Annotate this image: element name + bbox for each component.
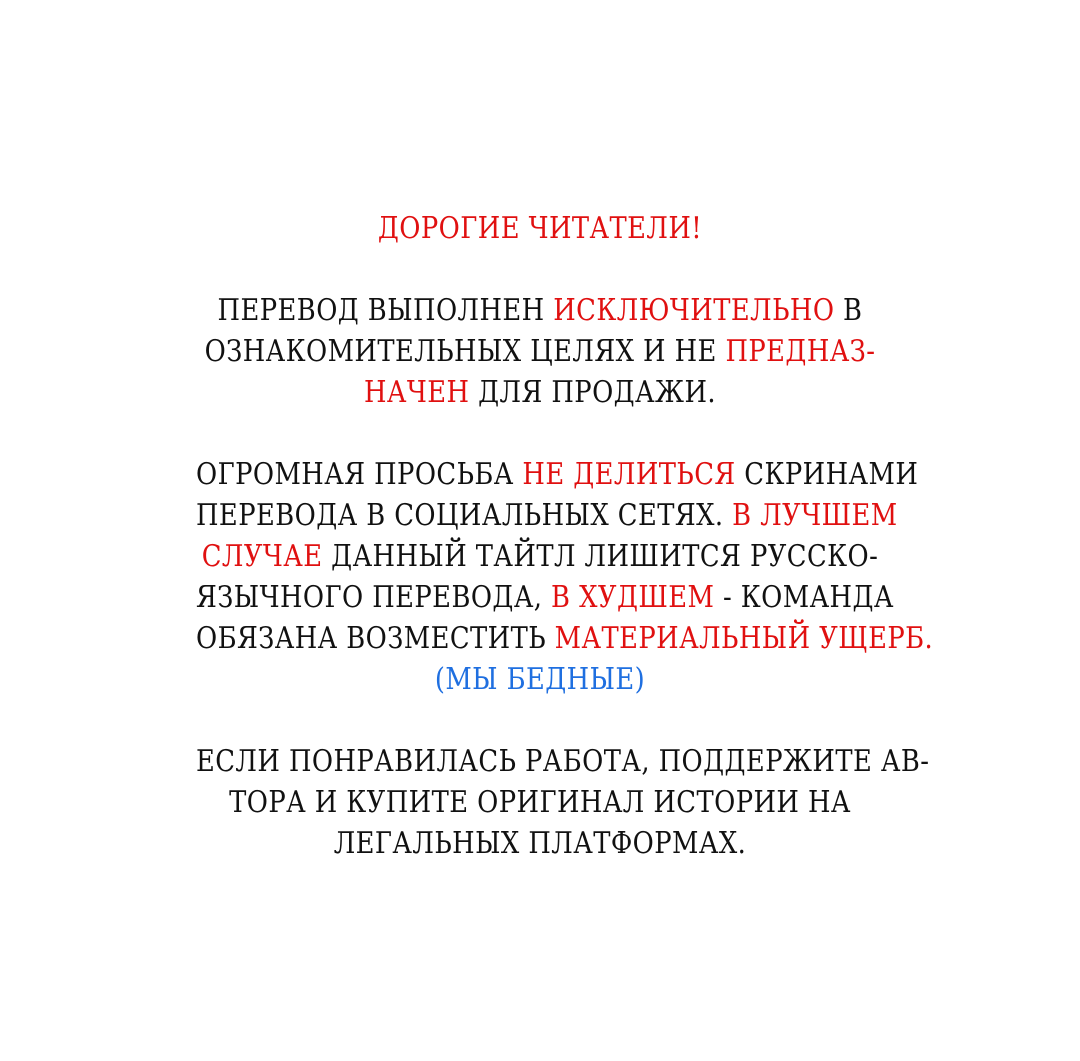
paragraph3-line-3: ЛЕГАЛЬНЫХ ПЛАТФОРМАХ. xyxy=(333,826,747,861)
notice-heading xyxy=(196,208,884,249)
plain-text: ПЕРЕВОД ВЫПОЛНЕН xyxy=(217,293,554,328)
highlight-text: НЕ ДЕЛИТЬСЯ xyxy=(522,457,736,492)
paragraph2-line-5 xyxy=(196,618,934,659)
paragraph2-line-2 xyxy=(196,495,898,536)
paragraph1-line-3 xyxy=(196,372,884,413)
paragraph-sharing-request xyxy=(196,454,934,700)
plain-text: ПЕРЕВОДА В СОЦИАЛЬНЫХ СЕТЯХ. xyxy=(196,498,733,533)
highlight-text: СЛУЧАЕ xyxy=(201,539,323,574)
highlight-text: В ЛУЧШЕМ xyxy=(732,498,898,533)
paragraph3-line-2: ТОРА И КУПИТЕ ОРИГИНАЛ ИСТОРИИ НА xyxy=(229,785,851,820)
plain-text: ДАННЫЙ ТАЙТЛ ЛИШИТСЯ РУССКО- xyxy=(322,539,879,574)
plain-text: ОБЯЗАНА ВОЗМЕСТИТЬ xyxy=(196,621,555,656)
paragraph-support-author xyxy=(196,741,930,864)
paragraph2-line-4 xyxy=(196,577,894,618)
highlight-text: ИСКЛЮЧИТЕЛЬНО xyxy=(553,293,835,328)
plain-text: ДЛЯ ПРОДАЖИ. xyxy=(469,375,717,410)
notice-text-block xyxy=(196,208,934,864)
plain-text: ОГРОМНАЯ ПРОСЬБА xyxy=(196,457,523,492)
plain-text: СКРИНАМИ xyxy=(735,457,919,492)
plain-text: В xyxy=(834,293,863,328)
plain-text: - КОМАНДА xyxy=(714,580,894,615)
heading-line: ДОРОГИЕ ЧИТАТЕЛИ! xyxy=(377,211,703,246)
paragraph1-line-1 xyxy=(196,290,884,331)
highlight-text: В ХУДШЕМ xyxy=(551,580,715,615)
highlight-text: НАЧЕН xyxy=(363,375,470,410)
paragraph2-line-3 xyxy=(196,536,884,577)
paragraph2-line-1 xyxy=(196,454,919,495)
highlight-text: МАТЕРИАЛЬНЫЙ УЩЕРБ. xyxy=(554,621,934,656)
paragraph3-line-1: ЕСЛИ ПОНРАВИЛАСЬ РАБОТА, ПОДДЕРЖИТЕ АВ- xyxy=(196,744,930,779)
paragraph-translation-purpose xyxy=(196,290,884,413)
plain-text: ОЗНАКОМИТЕЛЬНЫХ ЦЕЛЯХ И НЕ xyxy=(204,334,726,369)
highlight-text: ПРЕДНАЗ- xyxy=(725,334,876,369)
plain-text: ЯЗЫЧНОГО ПЕРЕВОДА, xyxy=(196,580,552,615)
paragraph1-line-2 xyxy=(196,331,884,372)
paragraph2-line-6: (МЫ БЕДНЫЕ) xyxy=(434,662,646,697)
